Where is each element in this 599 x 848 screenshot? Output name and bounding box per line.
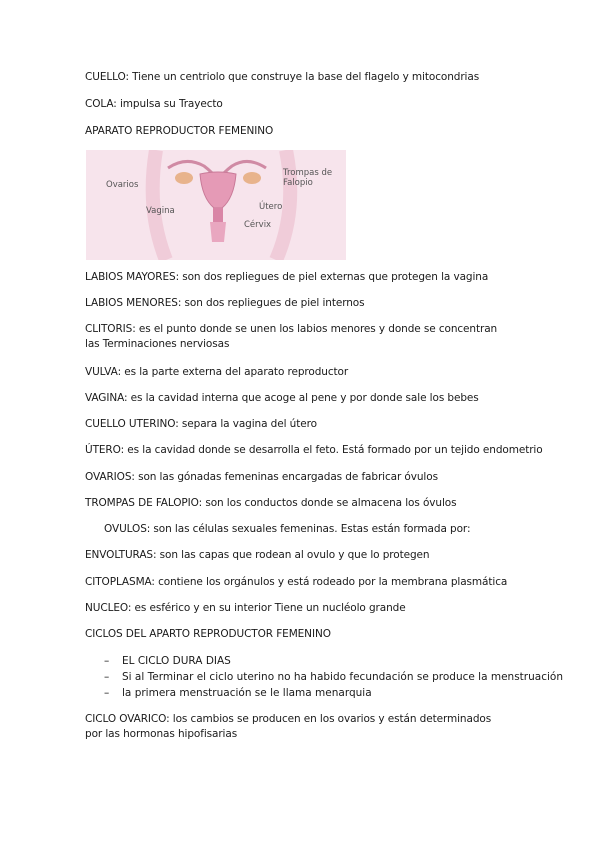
text-vagina: VAGINA: es la cavidad interna que acoge al pene y por donde sale los bebes — [85, 392, 479, 404]
text-trompas: TROMPAS DE FALOPIO: son los conductos donde se almacena los óvulos — [85, 497, 457, 509]
text-labios-mayores: LABIOS MAYORES: son dos repliegues de piel externas que protegen la vagina — [85, 271, 489, 283]
bullet-text: Si al Terminar el ciclo uterino no ha habido fecundación se produce la menstruación — [122, 671, 563, 683]
label-vagina: Vagina — [146, 206, 175, 216]
bullet-text: la primera menstruación se le llama menarquia — [122, 687, 372, 699]
text-cuello: CUELLO: Tiene un centriolo que construye la base del flagelo y mitocondrias — [85, 71, 480, 83]
text-cuello-uterino: CUELLO UTERINO: separa la vagina del útero — [85, 418, 317, 430]
label-ovarios: Ovarios — [106, 180, 139, 190]
text-ovarios: OVARIOS: son las gónadas femeninas encargadas de fabricar óvulos — [85, 471, 438, 483]
bullet-text: EL CICLO DURA DIAS — [122, 655, 231, 667]
text-citoplasma: CITOPLASMA: contiene los orgánulos y está rodeado por la membrana plasmática — [85, 576, 508, 588]
label-trompas: Trompas de Falopio — [283, 168, 333, 188]
text-utero: ÚTERO: es la cavidad donde se desarrolla el feto. Está formado por un tejido endometrio — [85, 444, 543, 456]
text-ciclo-ovarico: CICLO OVARICO: los cambios se producen en los ovarios y están determinados por las hormonas hipofisarias — [85, 713, 492, 740]
text-clitoris: CLITORIS: es el punto donde se unen los labios menores y donde se concentran las Terminaciones nerviosas — [85, 323, 498, 350]
label-utero: Útero — [259, 202, 283, 212]
text-envolturas: ENVOLTURAS: son las capas que rodean al ovulo y que lo protegen — [85, 549, 430, 561]
heading-aparato: APARATO REPRODUCTOR FEMENINO — [85, 125, 274, 137]
text-nucleo: NUCLEO: es esférico y en su interior Tiene un nucléolo grande — [85, 602, 406, 614]
text-cola: COLA: impulsa su Trayecto — [85, 98, 223, 110]
text-labios-menores: LABIOS MENORES: son dos repliegues de piel internos — [85, 297, 365, 309]
text-vulva: VULVA: es la parte externa del aparato reproductor — [85, 366, 349, 378]
text-ovulos: OVULOS: son las células sexuales femeninas. Estas están formada por: — [104, 523, 471, 535]
heading-ciclos: CICLOS DEL APARTO REPRODUCTOR FEMENINO — [85, 628, 331, 640]
label-cervix: Cérvix — [244, 220, 272, 230]
reproductive-diagram — [86, 150, 346, 260]
uterus-illustration — [86, 150, 346, 260]
